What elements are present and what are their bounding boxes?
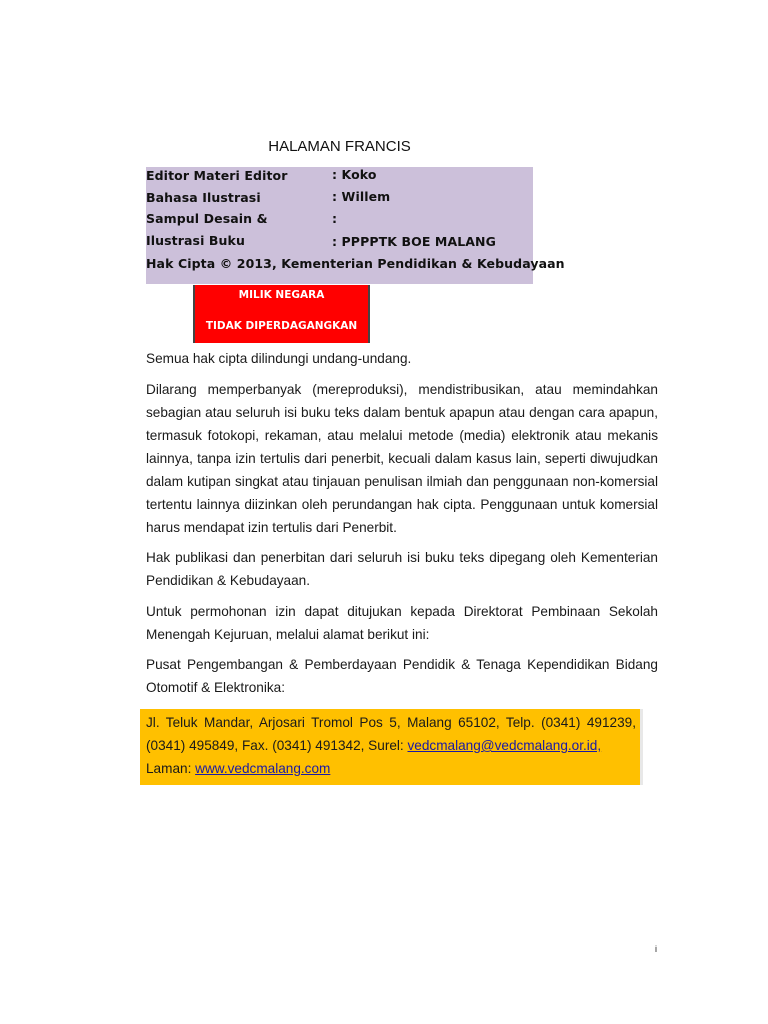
credit-label-bahasa: Bahasa Ilustrasi — [146, 190, 261, 205]
paragraph-2: Dilarang memperbanyak (mereproduksi), mendistribusikan, atau memindahkan sebagian atau seluruh isi buku teks dalam bentuk apapun atau dengan cara apapun, termasuk fotokopi, rekaman, atau melalui metode (media) elektronik atau mekanis lainnya, tanpa izin tertulis dari penerbit, kecuali dalam kasus lain, seperti diwujudkan dalam kutipan singkat atau tinjauan penulisan ilmiah dan penggunaan non-komersial tertentu lainnya diizinkan oleh perundangan hak cipta. Penggunaan untuk komersial harus mendapat izin tertulis dari Penerbit. — [146, 382, 658, 535]
credit-label-editor: Editor Materi Editor — [146, 168, 288, 183]
credit-value-sampul: : — [332, 211, 338, 226]
website-link[interactable]: www.vedcmalang.com — [195, 761, 331, 776]
copyright-line: Hak Cipta © 2013, Kementerian Pendidikan & Kebudayaan — [146, 256, 565, 271]
address-box — [140, 709, 643, 785]
paragraph-5: Pusat Pengembangan & Pemberdayaan Pendidik & Tenaga Kependidikan Bidang Otomotif & Elektronika: — [146, 657, 658, 695]
email-link[interactable]: vedcmalang@vedcmalang.or.id, — [407, 738, 602, 753]
credits-box — [146, 167, 565, 284]
credit-label-sampul: Sampul Desain & — [146, 211, 268, 226]
paragraph-3: Hak publikasi dan penerbitan dari seluruh isi buku teks dipegang oleh Kementerian Pendidikan & Kebudayaan. — [146, 550, 658, 588]
credit-value-editor: : Koko — [332, 167, 377, 182]
paragraph-4: Untuk permohonan izin dapat ditujukan kepada Direktorat Pembinaan Sekolah Menengah Kejuruan, melalui alamat berikut ini: — [146, 604, 658, 642]
address-text: Jl. Teluk Mandar, Arjosari Tromol Pos 5, Malang 65102, Telp. (0341) 491239, (0341) 495849, Fax. (0341) 491342, Surel: — [146, 715, 636, 753]
paragraph-1: Semua hak cipta dilindungi undang-undang. — [146, 351, 412, 366]
laman-label: Laman: — [146, 761, 196, 776]
page-title: HALAMAN FRANCIS — [268, 138, 411, 155]
notice-box — [193, 285, 370, 343]
address-text-block — [146, 711, 636, 780]
notice-line-1: MILIK NEGARA — [238, 289, 325, 301]
credit-label-ilustrasi: Ilustrasi Buku — [146, 233, 245, 248]
credit-value-bahasa: : Willem — [332, 189, 391, 204]
credit-value-ilustrasi: : PPPPTK BOE MALANG — [332, 234, 496, 249]
notice-line-2: TIDAK DIPERDAGANGKAN — [205, 320, 358, 332]
page-number: i — [655, 944, 657, 954]
